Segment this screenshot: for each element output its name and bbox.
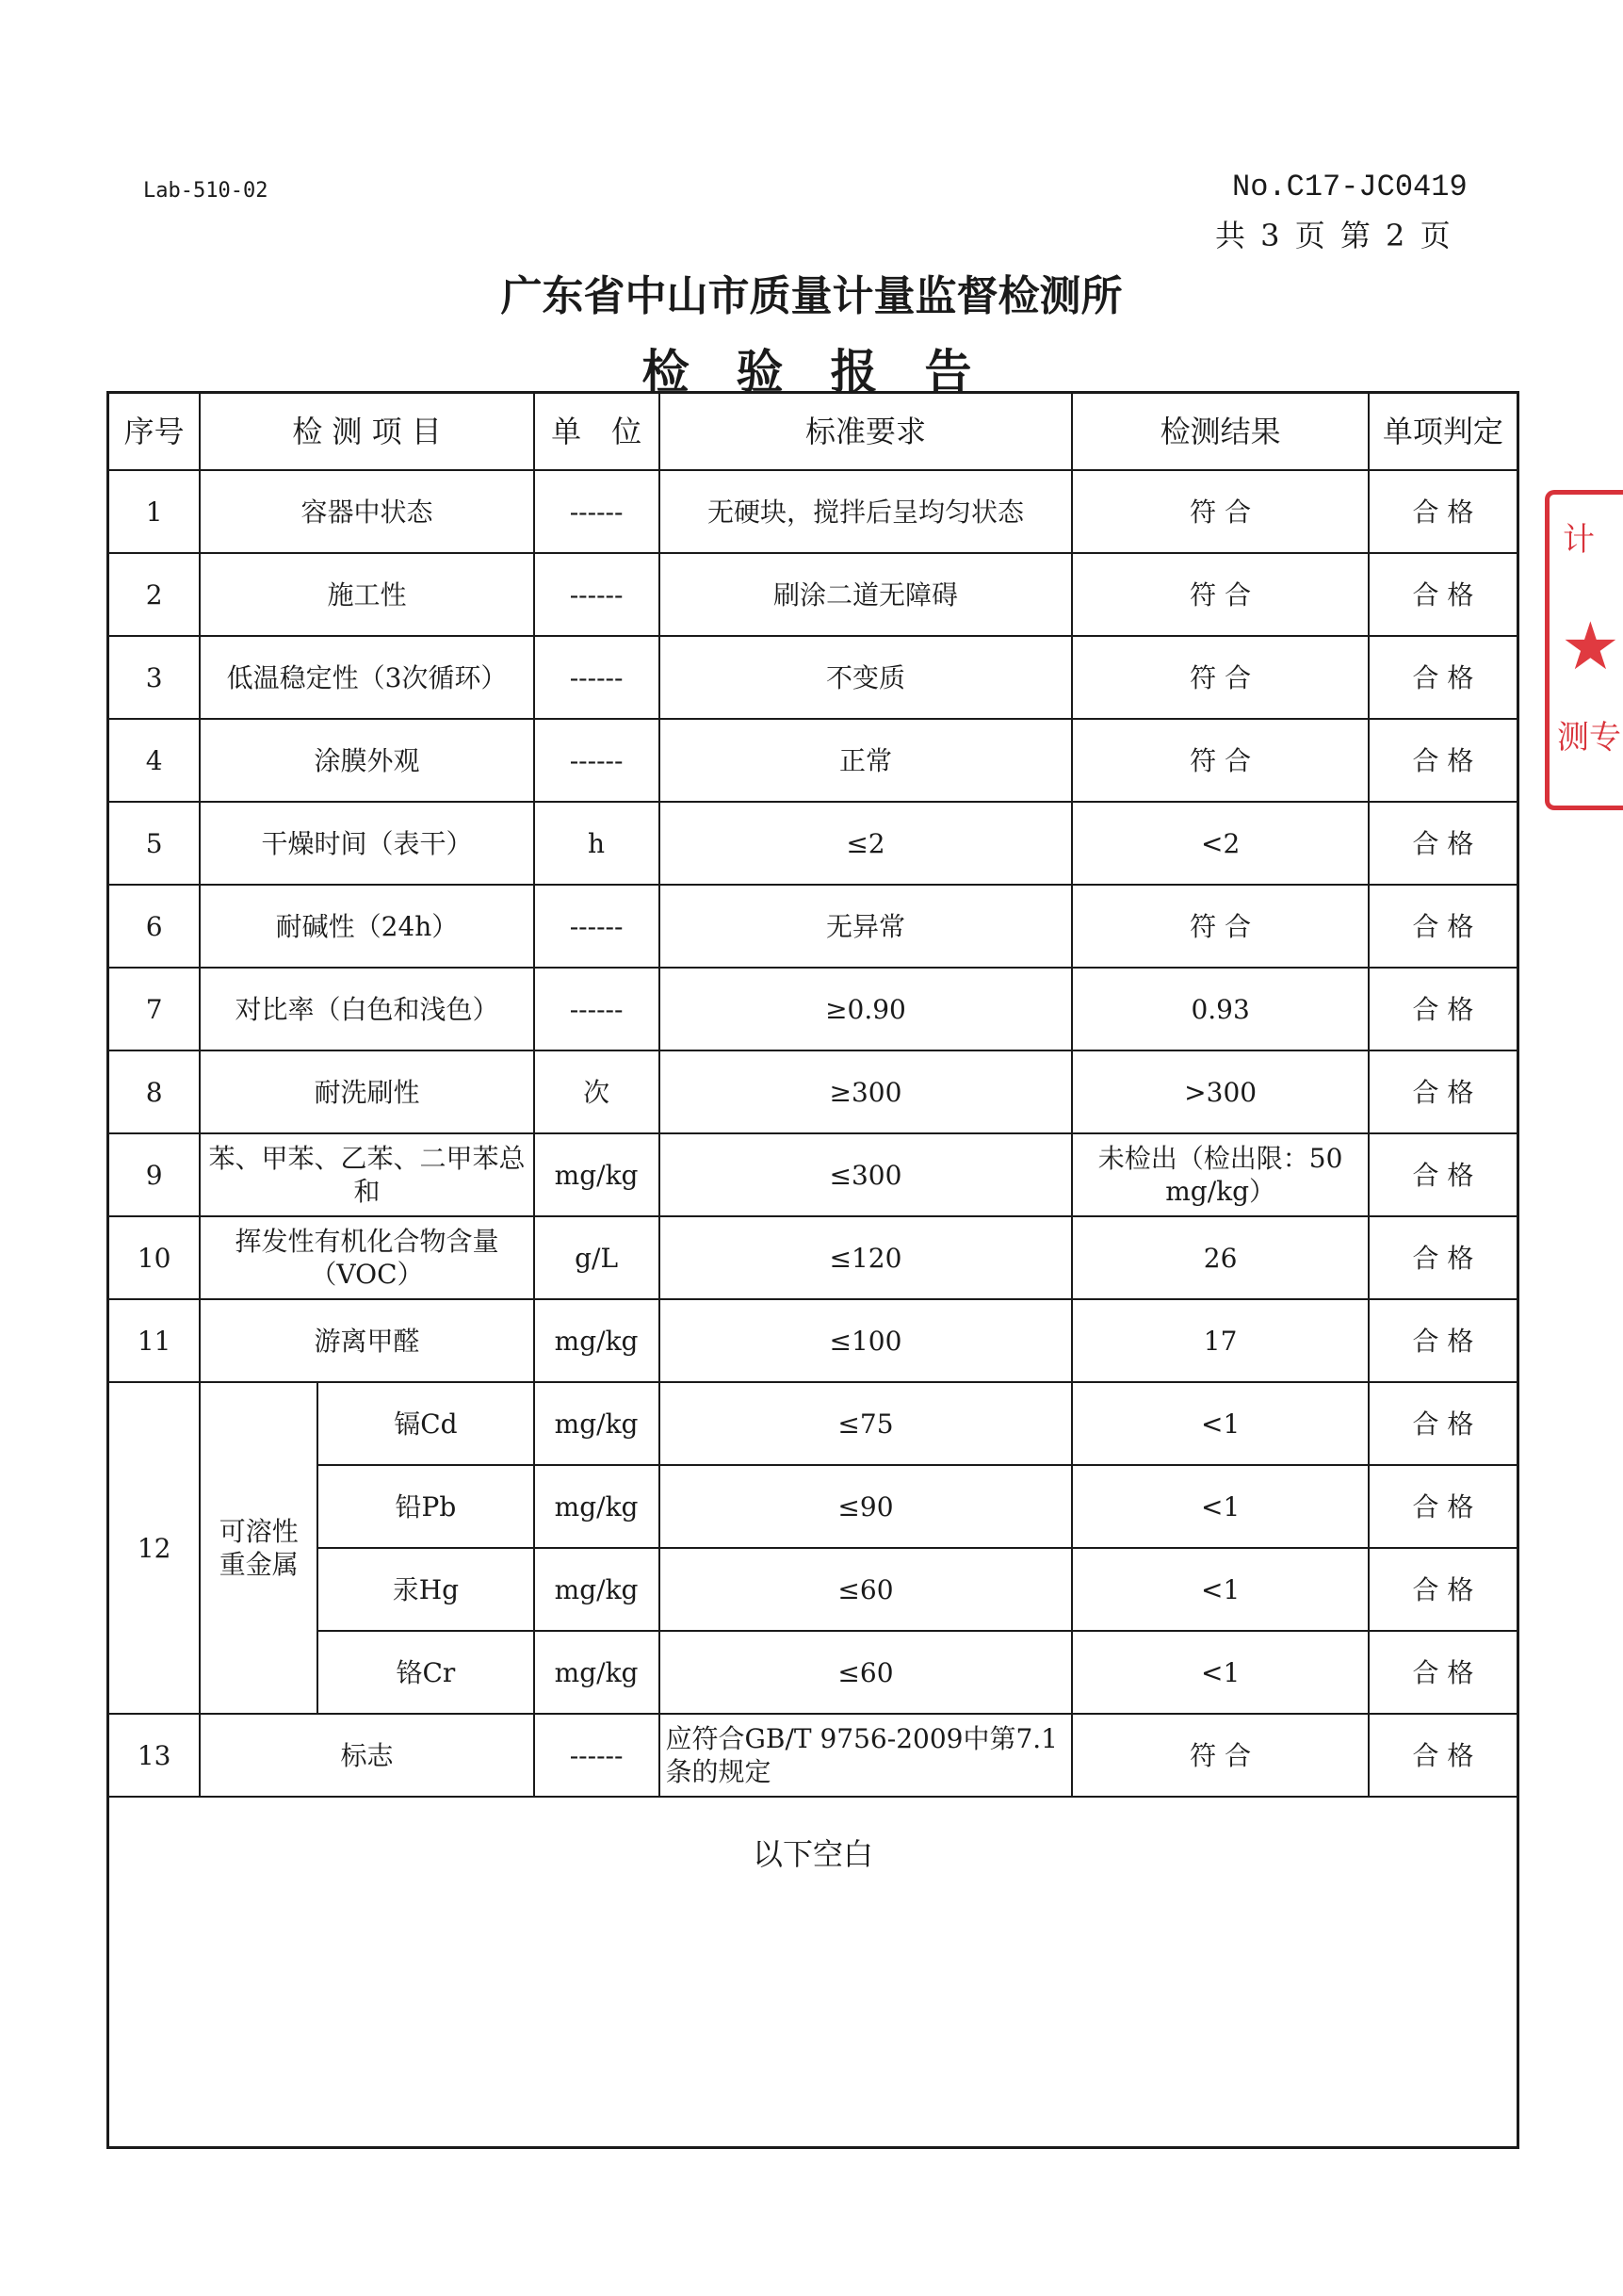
column-header: 检测结果: [1072, 393, 1368, 471]
table-row: [108, 1050, 1518, 1133]
table-row: [108, 802, 1518, 885]
test-item: 标志: [200, 1714, 533, 1797]
group-label: 可溶性重金属: [200, 1382, 317, 1714]
requirement: ≤120: [659, 1216, 1073, 1299]
blank-row: [108, 1797, 1518, 2148]
result: 26: [1072, 1216, 1368, 1299]
result: 未检出（检出限：50 mg/kg）: [1072, 1133, 1368, 1216]
result: 符 合: [1072, 553, 1368, 636]
table-row: [108, 636, 1518, 719]
star-icon: ★: [1561, 608, 1620, 685]
report-title: 检验报告: [641, 345, 1019, 399]
requirement: ≤90: [659, 1465, 1073, 1548]
requirement: ≤100: [659, 1299, 1073, 1382]
verdict: 合 格: [1369, 968, 1518, 1050]
blank-area: [108, 1797, 1518, 2148]
table-row: [108, 1631, 1518, 1714]
row-number: 5: [108, 802, 201, 885]
stamp-text-bottom: 测专: [1557, 719, 1621, 757]
verdict: 合 格: [1369, 1299, 1518, 1382]
verdict: 合 格: [1369, 1382, 1518, 1465]
row-number: 9: [108, 1133, 201, 1216]
test-item: 挥发性有机化合物含量（VOC）: [200, 1216, 533, 1299]
row-number: 4: [108, 719, 201, 802]
row-number: 11: [108, 1299, 201, 1382]
unit: mg/kg: [534, 1631, 659, 1714]
result: 符 合: [1072, 719, 1368, 802]
table-row: [108, 1133, 1518, 1216]
result: <1: [1072, 1548, 1368, 1631]
requirement: ≤300: [659, 1133, 1073, 1216]
sub-item: 铬Cr: [317, 1631, 534, 1714]
requirement: ≥0.90: [659, 968, 1073, 1050]
organization-name: 广东省中山市质量计量监督检测所: [500, 272, 1123, 320]
column-header: 单项判定: [1369, 393, 1518, 471]
requirement: 刷涂二道无障碍: [659, 553, 1073, 636]
requirement: 无硬块，搅拌后呈均匀状态: [659, 470, 1073, 553]
test-item: 容器中状态: [200, 470, 533, 553]
test-item: 干燥时间（表干）: [200, 802, 533, 885]
unit: mg/kg: [534, 1382, 659, 1465]
test-item: 耐碱性（24h）: [200, 885, 533, 968]
unit: h: [534, 802, 659, 885]
requirement: 不变质: [659, 636, 1073, 719]
result: 符 合: [1072, 1714, 1368, 1797]
requirement: ≤2: [659, 802, 1073, 885]
test-item: 对比率（白色和浅色）: [200, 968, 533, 1050]
verdict: 合 格: [1369, 1050, 1518, 1133]
verdict: 合 格: [1369, 1714, 1518, 1797]
result: 符 合: [1072, 636, 1368, 719]
row-number: 13: [108, 1714, 201, 1797]
table-row: [108, 1299, 1518, 1382]
red-seal-stamp: [1545, 490, 1623, 810]
unit: ------: [534, 1714, 659, 1797]
result: <1: [1072, 1631, 1368, 1714]
unit: ------: [534, 968, 659, 1050]
requirement: 正常: [659, 719, 1073, 802]
sub-item: 镉Cd: [317, 1382, 534, 1465]
test-item: 苯、甲苯、乙苯、二甲苯总和: [200, 1133, 533, 1216]
result: 0.93: [1072, 968, 1368, 1050]
test-item: 低温稳定性（3次循环）: [200, 636, 533, 719]
blank-note: 以下空白: [752, 1836, 873, 1872]
requirement: 无异常: [659, 885, 1073, 968]
sub-item: 铅Pb: [317, 1465, 534, 1548]
row-number: 7: [108, 968, 201, 1050]
verdict: 合 格: [1369, 1133, 1518, 1216]
unit: 次: [534, 1050, 659, 1133]
table-row: [108, 1465, 1518, 1548]
unit: g/L: [534, 1216, 659, 1299]
verdict: 合 格: [1369, 802, 1518, 885]
row-number: 6: [108, 885, 201, 968]
column-header: 序号: [108, 393, 201, 471]
row-number: 8: [108, 1050, 201, 1133]
column-header: 检 测 项 目: [200, 393, 533, 471]
report-table: [106, 391, 1519, 2149]
row-number: 3: [108, 636, 201, 719]
column-header: 单 位: [534, 393, 659, 471]
report-number: No.C17-JC0419: [1232, 170, 1468, 204]
result: <1: [1072, 1465, 1368, 1548]
table-row: [108, 1714, 1518, 1797]
unit: ------: [534, 885, 659, 968]
verdict: 合 格: [1369, 636, 1518, 719]
verdict: 合 格: [1369, 553, 1518, 636]
row-number: 10: [108, 1216, 201, 1299]
table-row: [108, 553, 1518, 636]
column-header: 标准要求: [659, 393, 1073, 471]
requirement: ≤75: [659, 1382, 1073, 1465]
table-row: [108, 968, 1518, 1050]
result: <2: [1072, 802, 1368, 885]
table-row: [108, 719, 1518, 802]
unit: mg/kg: [534, 1548, 659, 1631]
verdict: 合 格: [1369, 1548, 1518, 1631]
row-number: 2: [108, 553, 201, 636]
verdict: 合 格: [1369, 719, 1518, 802]
unit: mg/kg: [534, 1465, 659, 1548]
row-number: 1: [108, 470, 201, 553]
result: 符 合: [1072, 885, 1368, 968]
table-header-row: [108, 393, 1518, 471]
result: 符 合: [1072, 470, 1368, 553]
requirement: ≤60: [659, 1548, 1073, 1631]
table-row: [108, 885, 1518, 968]
row-number: 12: [108, 1382, 201, 1714]
unit: ------: [534, 470, 659, 553]
test-item: 耐洗刷性: [200, 1050, 533, 1133]
result: >300: [1072, 1050, 1368, 1133]
verdict: 合 格: [1369, 1631, 1518, 1714]
verdict: 合 格: [1369, 1465, 1518, 1548]
page-info: 共 3 页 第 2 页: [1215, 218, 1453, 253]
table-row: [108, 1382, 1518, 1465]
table-row: [108, 1216, 1518, 1299]
lab-code: Lab-510-02: [143, 179, 268, 203]
stamp-text-top: 计: [1563, 521, 1595, 559]
unit: mg/kg: [534, 1133, 659, 1216]
sub-item: 汞Hg: [317, 1548, 534, 1631]
unit: ------: [534, 553, 659, 636]
requirement: ≤60: [659, 1631, 1073, 1714]
table-row: [108, 470, 1518, 553]
verdict: 合 格: [1369, 470, 1518, 553]
unit: ------: [534, 636, 659, 719]
table-row: [108, 1548, 1518, 1631]
test-item: 施工性: [200, 553, 533, 636]
unit: mg/kg: [534, 1299, 659, 1382]
result: <1: [1072, 1382, 1368, 1465]
requirement: ≥300: [659, 1050, 1073, 1133]
requirement: 应符合GB/T 9756-2009中第7.1条的规定: [659, 1714, 1073, 1797]
result: 17: [1072, 1299, 1368, 1382]
test-item: 游离甲醛: [200, 1299, 533, 1382]
unit: ------: [534, 719, 659, 802]
verdict: 合 格: [1369, 1216, 1518, 1299]
test-item: 涂膜外观: [200, 719, 533, 802]
verdict: 合 格: [1369, 885, 1518, 968]
